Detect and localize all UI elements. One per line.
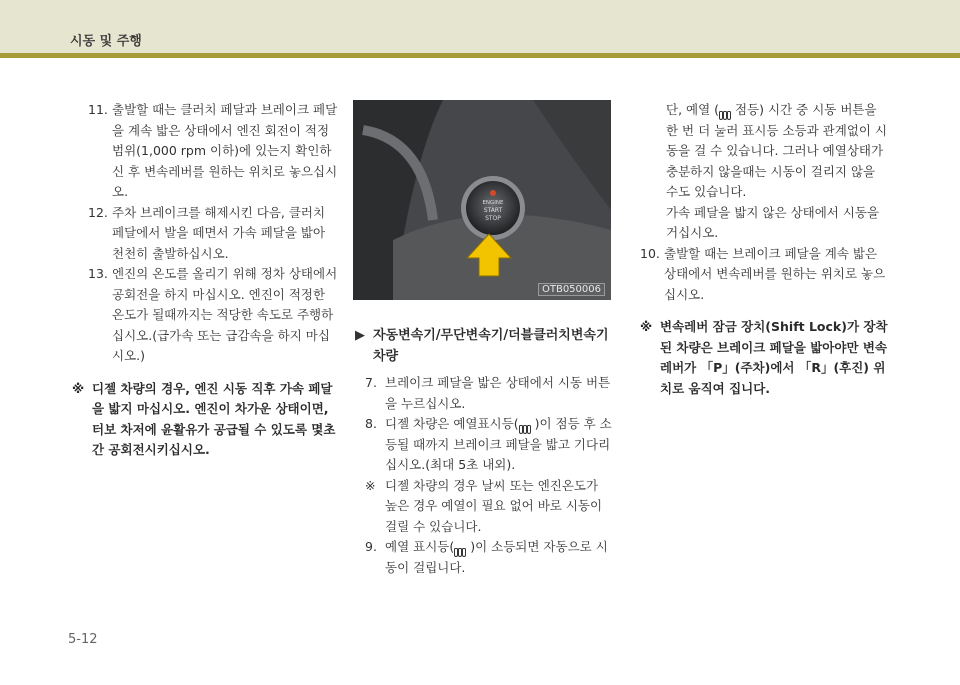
step-9 [365,537,613,578]
step-text: 엔진의 온도를 올리기 위해 정차 상태에서 공회전을 하지 마십시오. 엔진이 적정한 온도가 될때까지는 적당한 속도로 주행하십시오.(급가속 또는 급감속을 하지 마십시오.) [112,266,338,363]
step-9-continuation-2: 가속 페달을 밟지 않은 상태에서 시동을 거십시오. [666,204,880,240]
note-mark: ※ [365,477,376,493]
note-mark: ※ [640,319,653,334]
step-text-after: )이 소등되면 자동으로 시동이 걸립니다. [385,539,608,575]
note-text: 디젤 차량의 경우 날씨 또는 엔진온도가 높은 경우 예열이 필요 없어 바로 시동이 걸릴 수 있습니다. [385,477,603,534]
cont-text-before: 단, 예열 ( [666,102,720,117]
step-number: 10. [640,245,660,261]
triangle-marker-icon: ▶ [355,328,365,343]
page-number: 5-12 [68,632,98,647]
step-text-before: 디젤 차량은 예열표시등( [385,416,519,431]
step-text: 출발할 때는 클러치 페달과 브레이크 페달을 계속 밟은 상태에서 엔진 회전이 적정범위(1,000 rpm 이하)에 있는지 확인하신 후 변속레버를 원하는 위치로 놓으십시오. [112,102,338,199]
diesel-weather-note [365,476,613,538]
step-number: 12. [88,204,108,220]
button-label-start: START [483,207,503,214]
chapter-title: 시동 및 주행 [70,34,142,49]
step-number: 11. [88,102,108,117]
start-button-photo [353,100,611,300]
step-12 [88,203,338,265]
column-right [640,100,890,399]
step-8 [365,414,613,476]
step-number: 9. [365,539,377,554]
image-code: OTB050006 [538,283,605,296]
shift-lock-note [640,317,890,399]
note-mark: ※ [72,380,85,396]
section-heading [355,326,613,367]
dashboard-illustration [353,100,611,300]
step-11 [88,100,338,203]
step-number: 13. [88,266,108,281]
step-7 [365,373,613,414]
step-number: 7. [365,375,377,390]
cont-text-after: 점등) 시간 중 시동 버튼을 한 번 더 눌러 표시등 소등과 관계없이 시동을 걸 수 있습니다. 그러나 예열상태가 충분하지 않을때는 시동이 걸리지 않을 수도 있습니다. [666,102,888,199]
step-text-before: 예열 표시등( [385,539,455,554]
header-rule [0,53,960,58]
glow-plug-icon [519,420,535,430]
note-text: 디젤 차량의 경우, 엔진 시동 직후 가속 페달을 밟지 마십시오. 엔진이 차가운 상태이면, 터보 차저에 윤활유가 공급될 수 있도록 몇초간 공회전시키십시오. [92,380,336,457]
diesel-warning-note [72,379,338,461]
step-9-continuation [640,100,890,203]
step-text-after: )이 점등 후 소등될 때까지 브레이크 페달을 밟고 기다리십시오.(최대 5초 내외). [385,416,612,472]
glow-plug-icon [719,106,735,116]
step-10 [640,244,890,306]
button-label-engine: ENGINE [482,200,504,206]
column-middle [355,326,613,578]
column-left [72,100,338,461]
button-indicator-light [490,190,496,196]
step-text: 브레이크 페달을 밟은 상태에서 시동 버튼을 누르십시오. [385,375,611,411]
step-text: 출발할 때는 브레이크 페달을 계속 밟은 상태에서 변속레버를 원하는 위치로 놓으십시오. [664,245,886,302]
step-13 [88,264,338,367]
page-header [0,0,960,58]
glow-plug-icon [454,543,470,553]
button-label-stop: STOP [485,215,501,222]
step-number: 8. [365,416,377,431]
note-text: 변속레버 잠금 장치(Shift Lock)가 장착된 차량은 브레이크 페달을 밟아야만 변속레버가 「P」(주차)에서 「R」(후진) 위치로 움직여 집니다. [660,319,888,396]
section-title: 자동변속기/무단변속기/더블클러치변속기 차량 [373,328,609,364]
step-text: 주차 브레이크를 해제시킨 다음, 클러치 페달에서 발을 떼면서 가속 페달을 밟아 천천히 출발하십시오. [112,204,326,261]
